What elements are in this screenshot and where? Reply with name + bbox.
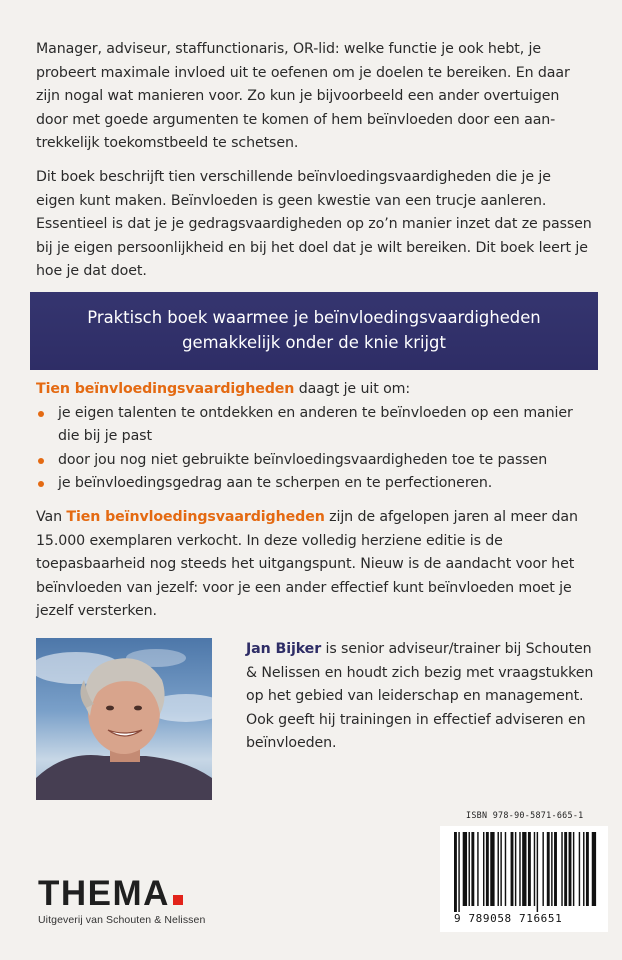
barcode-bar — [573, 832, 574, 906]
barcode-bar — [511, 832, 514, 906]
barcode-bar — [469, 832, 470, 906]
author-portrait-illustration — [36, 638, 212, 800]
author-bio-text: is senior adviseur/trainer bij Schouten & Nelissen en houdt zich bezig met vraagstukken op het gebied van leiderschap en management. Ook geeft hij trainingen in effectief adviseren en beïnvloeden. — [246, 641, 594, 751]
intro-paragraph-1: Manager, adviseur, staffunctionaris, OR-lid: welke functie je ook hebt, je probeert maximale invloed uit te oefenen om je doelen te bereiken. En daar zijn nogal wat manieren voor. Zo kun je bijvoorbeeld een ander overtuigen door met goede argumenten te komen of hem beïnvloeden door een aan-trekkelijk toekomstbeeld te schetsen. — [36, 41, 570, 151]
edition-text: zijn de afgelopen jaren al meer dan 15.000 exemplaren verkocht. In deze volledig herziene editie is de toepasbaarheid nog steeds het uitgangspunt. Nieuw is de aandacht voor het beïnvloeden van jezelf: voor je een ander effectief kunt beïnvloeden moet je jezelf versterken. — [36, 509, 578, 619]
challenge-list — [36, 402, 592, 496]
barcode-bar — [515, 832, 516, 906]
author-bio — [246, 638, 596, 756]
barcode-bar — [583, 832, 584, 906]
barcode-bar — [454, 832, 457, 912]
barcode-bar — [564, 832, 567, 906]
barcode-bar — [554, 832, 557, 906]
tagline-line-1: Praktisch boek waarmee je beïnvloedingsvaardigheden — [87, 308, 541, 327]
author-photo — [36, 638, 212, 800]
barcode-bar — [477, 832, 478, 906]
barcode-bar — [463, 832, 467, 906]
barcode-bar — [500, 832, 501, 906]
barcode-bar — [534, 832, 535, 906]
challenge-item: door jou nog niet gebruikte beïnvloedingsvaardigheden toe te passen — [36, 449, 592, 473]
edition-paragraph — [36, 506, 592, 624]
barcode-bar — [542, 832, 543, 906]
barcode-bar — [505, 832, 506, 906]
barcode-bar — [551, 832, 552, 906]
book-title-highlight: Tien beïnvloedingsvaardigheden — [66, 509, 325, 525]
challenge-item: je eigen talenten te ontdekken en anderen te beïnvloeden op een manier die bij je past — [36, 402, 592, 449]
tagline-banner — [30, 292, 598, 370]
barcode-bar — [586, 832, 589, 906]
barcode-bar — [528, 832, 531, 906]
barcode-bar — [519, 832, 520, 906]
challenge-section — [36, 378, 592, 496]
barcode-bar — [458, 832, 459, 912]
barcode-bar — [569, 832, 572, 906]
challenge-lead-text: daagt je uit om: — [294, 381, 411, 397]
logo-square-icon — [173, 895, 183, 905]
barcode-bar — [537, 832, 538, 912]
barcode-digits: 9 789058 716651 — [454, 912, 563, 925]
publisher-name: THEMA — [38, 874, 170, 913]
barcode-bar — [498, 832, 499, 906]
barcode-bar — [522, 832, 526, 906]
barcode-bar — [483, 832, 484, 906]
barcode-bar — [486, 832, 489, 906]
publisher-logo — [38, 876, 205, 926]
barcode-bar — [471, 832, 474, 906]
isbn-label: ISBN 978-90-5871-665-1 — [466, 810, 584, 820]
challenge-item: je beïnvloedingsgedrag aan te scherpen en te perfectioneren. — [36, 472, 592, 496]
barcode-bar — [547, 832, 550, 906]
author-name: Jan Bijker — [246, 641, 322, 657]
barcode-bar — [579, 832, 580, 906]
barcode-bar — [561, 832, 562, 906]
barcode-bar — [490, 832, 494, 906]
challenge-lead — [36, 378, 592, 402]
edition-pre: Van — [36, 509, 67, 525]
book-title-highlight: Tien beïnvloedingsvaardigheden — [36, 381, 295, 397]
publisher-subtitle: Uitgeverij van Schouten & Nelissen — [38, 914, 206, 926]
intro-paragraph-2: Dit boek beschrijft tien verschillende beïnvloedingsvaardigheden die je je eigen kunt maken. Beïnvloeden is geen kwestie van een trucje aanleren. Essentieel is dat je je gedragsvaardigheden op zo’n manier inzet dat ze passen bij je eigen persoonlijkheid en bij het doel dat je wilt bereiken. Dit boek leert je hoe je dat doet. — [36, 169, 592, 279]
barcode-bar — [592, 832, 596, 906]
tagline-line-2: gemakkelijk onder de knie krijgt — [182, 333, 446, 352]
